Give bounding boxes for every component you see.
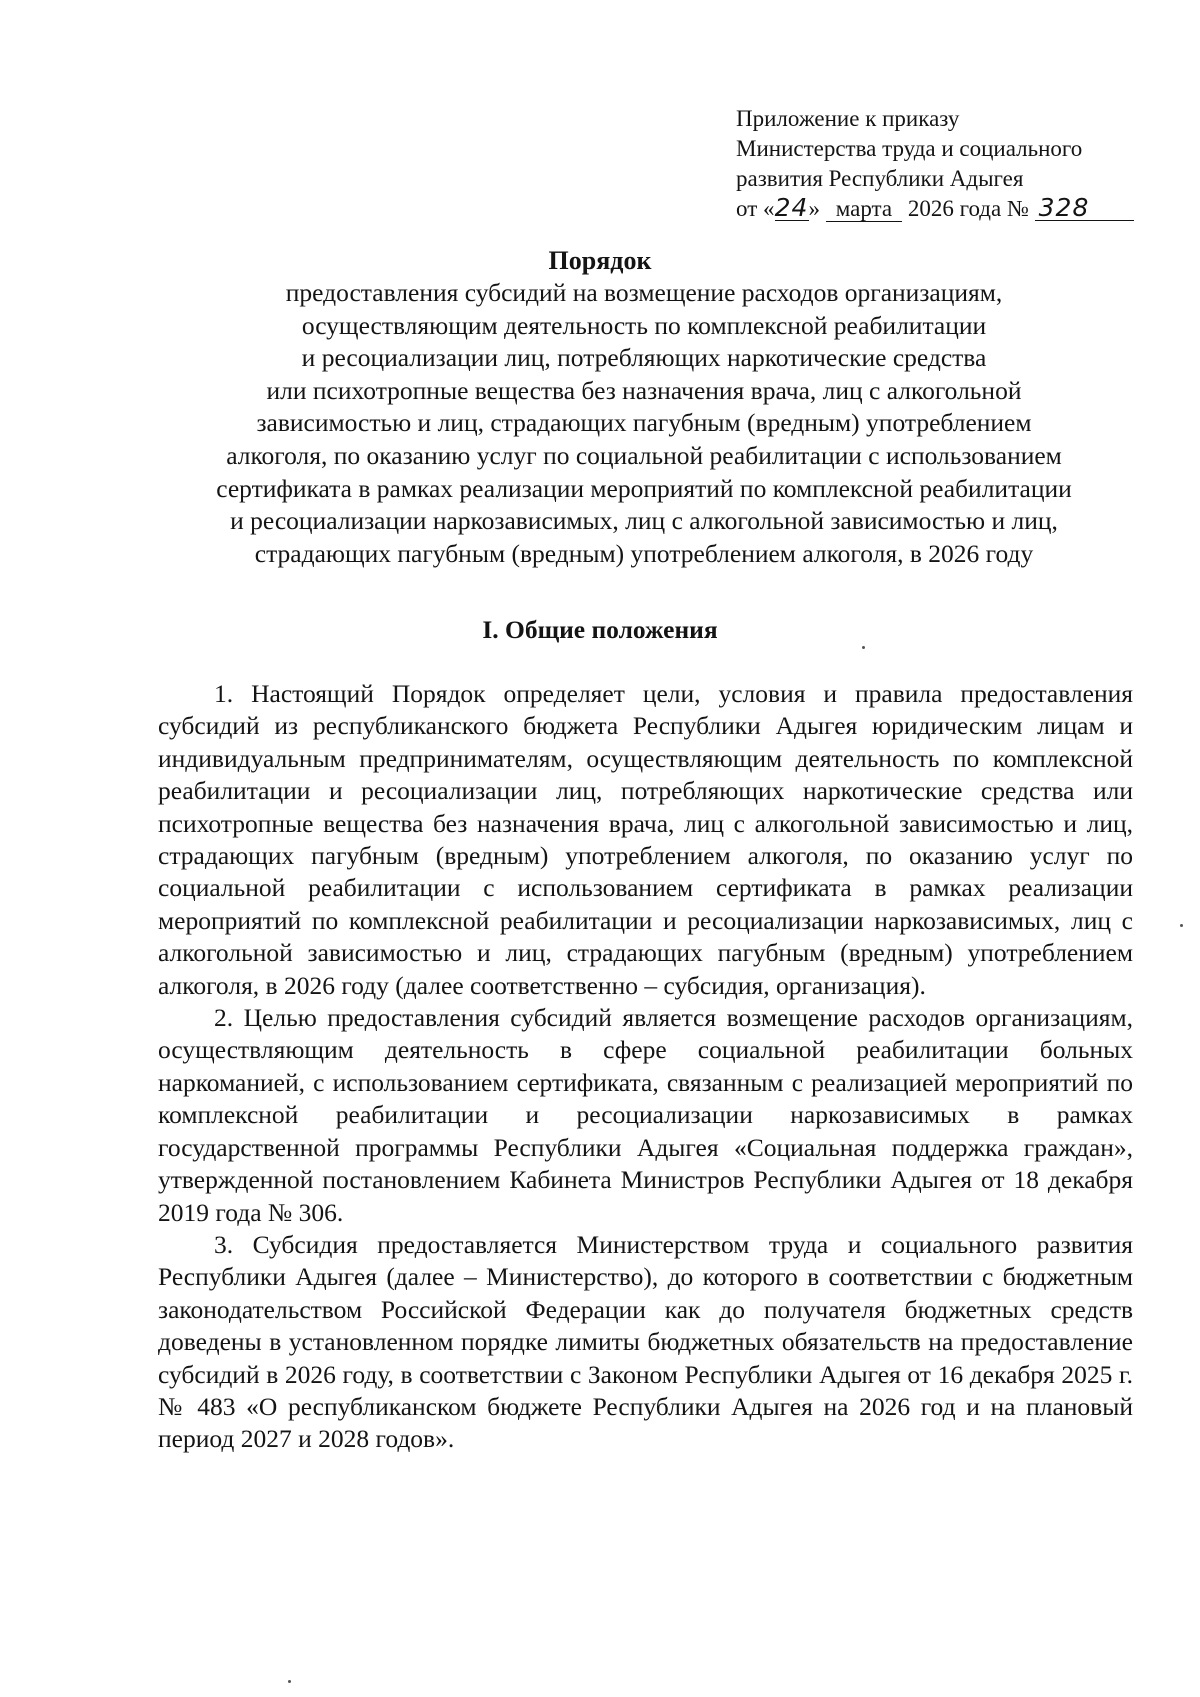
date-month: марта (826, 197, 902, 222)
subtitle-line: алкоголя, по оказанию услуг по социальной реабилитации с использованием (226, 440, 1062, 470)
subtitle-line: или психотропные вещества без назначения врача, лиц с алкогольной (266, 375, 1022, 405)
subtitle-line: предоставления субсидий на возмещение расходов организациям, (285, 278, 1003, 307)
header-line-1: Приложение к приказу (736, 106, 960, 131)
document-subtitle (150, 277, 1138, 570)
paragraph-2: 2. Целью предоставления субсидий является возмещение расходов организациям, осуществляющим деятельность в сфере социальной реабилитации больных наркоманией, с использованием сертификата, связанным с реализацией мероприятий по комплексной реабилитации и ресоциализации наркозависимых в рамках государственной программы Республики Адыгея «Социальная поддержка граждан», утвержденной постановлением Кабинета Министров Республики Адыгея от 18 декабря 2019 года № 306. (158, 1003, 1133, 1227)
subtitle-line: осуществляющим деятельность по комплексной реабилитации (301, 310, 987, 340)
paragraph-1: 1. Настоящий Порядок определяет цели, условия и правила предоставления субсидий из республиканского бюджета Республики Адыгея юридическим лицам и индивидуальным предпринимателям, осуществляющим деятельность по комплексной реабилитации и ресоциализации лиц, потребляющих наркотические средства или психотропные вещества без назначения врача, лиц с алкогольной зависимостью и лиц, страдающих пагубным (вредным) употреблением алкоголя, по оказанию услуг по социальной реабилитации с использованием сертификата в рамках реализации мероприятий по комплексной реабилитации и ресоциализации наркозависимых, лиц с алкогольной зависимостью и лиц, страдающих пагубным (вредным) употреблением алкоголя, в 2026 году (далее соответственно – субсидия, организация). (158, 679, 1133, 1000)
appendix-header (736, 104, 1134, 224)
header-date-line (736, 194, 1134, 224)
subtitle-line: и ресоциализации лиц, потребляющих наркотические средства (301, 343, 987, 373)
scan-speck (1180, 924, 1183, 927)
document-title: Порядок (548, 246, 652, 275)
date-year: 2026 года № (907, 196, 1029, 221)
header-line-2: Министерства труда и социального (736, 136, 1083, 161)
scan-speck (862, 646, 865, 649)
section-heading: I. Общие положения (482, 615, 718, 644)
subtitle-line: сертификата в рамках реализации мероприятий по комплексной реабилитации (216, 473, 1072, 503)
handwritten-order-number: 328 (1035, 196, 1134, 221)
scan-speck (288, 1680, 291, 1683)
handwritten-day: 24 (774, 193, 809, 222)
date-mid: » (808, 196, 820, 221)
subtitle-line: и ресоциализации наркозависимых, лиц с алкогольной зависимостью и лиц, (230, 506, 1058, 536)
document-body (158, 678, 1133, 1456)
subtitle-line: зависимостью и лиц, страдающих пагубным (вредным) употреблением (256, 408, 1032, 438)
subtitle-line: страдающих пагубным (вредным) употреблением алкоголя, в 2026 году (254, 538, 1034, 568)
date-prefix: от « (736, 196, 775, 221)
header-line-3: развития Республики Адыгея (736, 166, 1024, 191)
paragraph-3: 3. Субсидия предоставляется Министерством труда и социального развития Республики Адыгея (далее – Министерство), до которого в соответствии с бюджетным законодательством Российской Федерации как до получателя бюджетных средств доведены в установленном порядке лимиты бюджетных обязательств на предоставление субсидий в 2026 году, в соответствии с Законом Республики Адыгея от 16 декабря 2025 г. № 483 «О республиканском бюджете Республики Адыгея на 2026 год и на плановый период 2027 и 2028 годов». (158, 1229, 1133, 1454)
